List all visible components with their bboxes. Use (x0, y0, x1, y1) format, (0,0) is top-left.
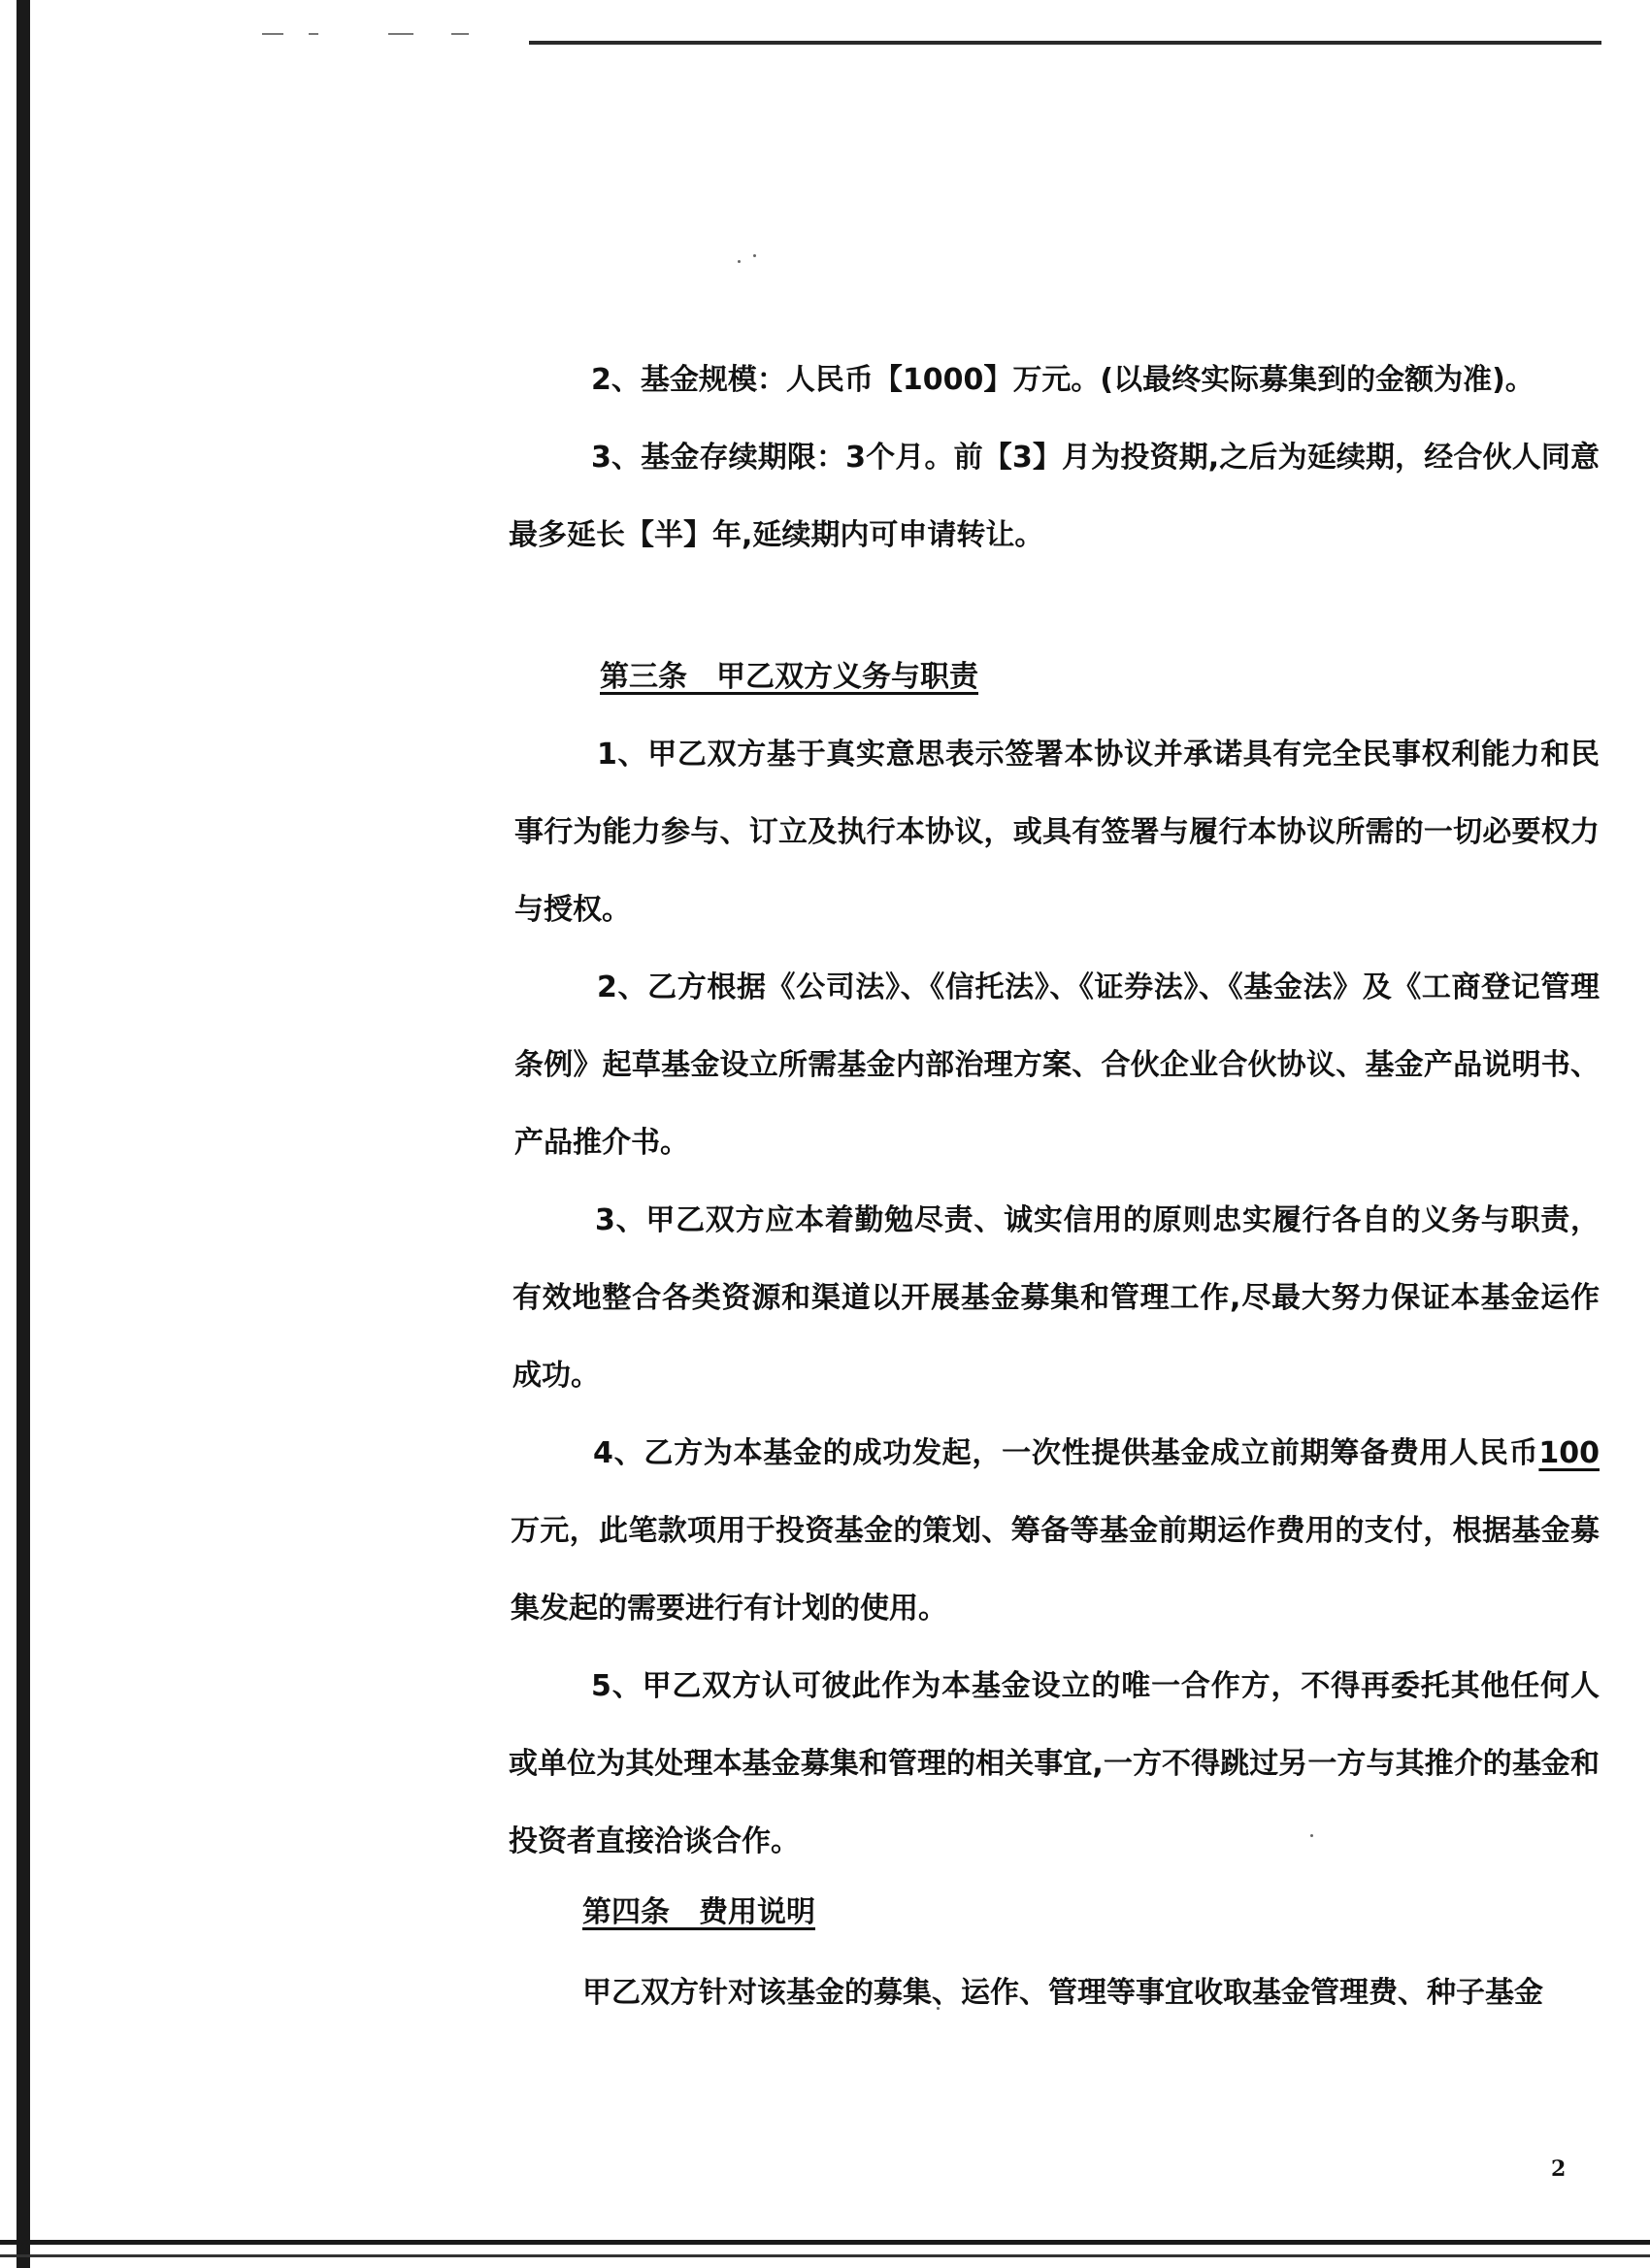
footer-rule-secondary (0, 2254, 1650, 2257)
item-4-text-after: 万元，此笔款项用于投资基金的策划、筹备等基金前期运作费用的支付，根据基金募集发起的需要进行有计划的使用。 (511, 1514, 1600, 1626)
document-body (509, 342, 1600, 2032)
scan-speck (738, 260, 741, 263)
scan-speck (753, 254, 756, 257)
item-4-amount: 100 (1538, 1436, 1600, 1470)
footer-rule (0, 2240, 1650, 2245)
scan-edge-shadow (16, 0, 30, 2268)
article-3-item-3: 3、甲乙双方应本着勤勉尽责、诚实信用的原则忠实履行各自的义务与职责，有效地整合各类资源和渠道以开展基金募集和管理工作,尽最大努力保证本基金运作成功。 (512, 1203, 1600, 1393)
article-4-paragraph: 甲乙双方针对该基金的募集、运作、管理等事宜收取基金管理费、种子基金 (582, 1976, 1543, 2010)
page-number: 2 (1551, 2156, 1567, 2182)
item-4-text-before: 4、乙方为本基金的成功发起，一次性提供基金成立前期筹备费用人民币 (593, 1436, 1539, 1470)
article-3-item-4 (511, 1415, 1600, 1648)
scan-artifact (309, 33, 318, 35)
article-3-item-5: 5、甲乙双方认可彼此作为本基金设立的唯一合作方，不得再委托其他任何人或单位为其处理本基金募集和管理的相关事宜,一方不得跳过另一方与其推介的基金和投资者直接洽谈合作。 (509, 1669, 1600, 1858)
header-rule (529, 41, 1601, 45)
fund-size-paragraph: 2、基金规模：人民币【1000】万元。(以最终实际募集到的金额为准)。 (591, 363, 1534, 397)
article-3-item-1: 1、甲乙双方基于真实意思表示签署本协议并承诺具有完全民事权利能力和民事行为能力参与、订立及执行本协议，或具有签署与履行本协议所需的一切必要权力与授权。 (514, 738, 1600, 927)
article-3-heading: 第三条 甲乙双方义务与职责 (600, 660, 978, 694)
scan-artifact (262, 33, 283, 35)
scan-artifact (388, 33, 413, 35)
scan-artifact (451, 33, 469, 35)
fund-term-paragraph: 3、基金存续期限：3个月。前【3】月为投资期,之后为延续期，经合伙人同意最多延长【半】年,延续期内可申请转让。 (509, 441, 1600, 552)
article-3-item-2: 2、乙方根据《公司法》、《信托法》、《证券法》、《基金法》及《工商登记管理条例》起草基金设立所需基金内部治理方案、合伙企业合伙协议、基金产品说明书、产品推介书。 (514, 970, 1600, 1160)
article-4-heading: 第四条 费用说明 (582, 1895, 815, 1929)
